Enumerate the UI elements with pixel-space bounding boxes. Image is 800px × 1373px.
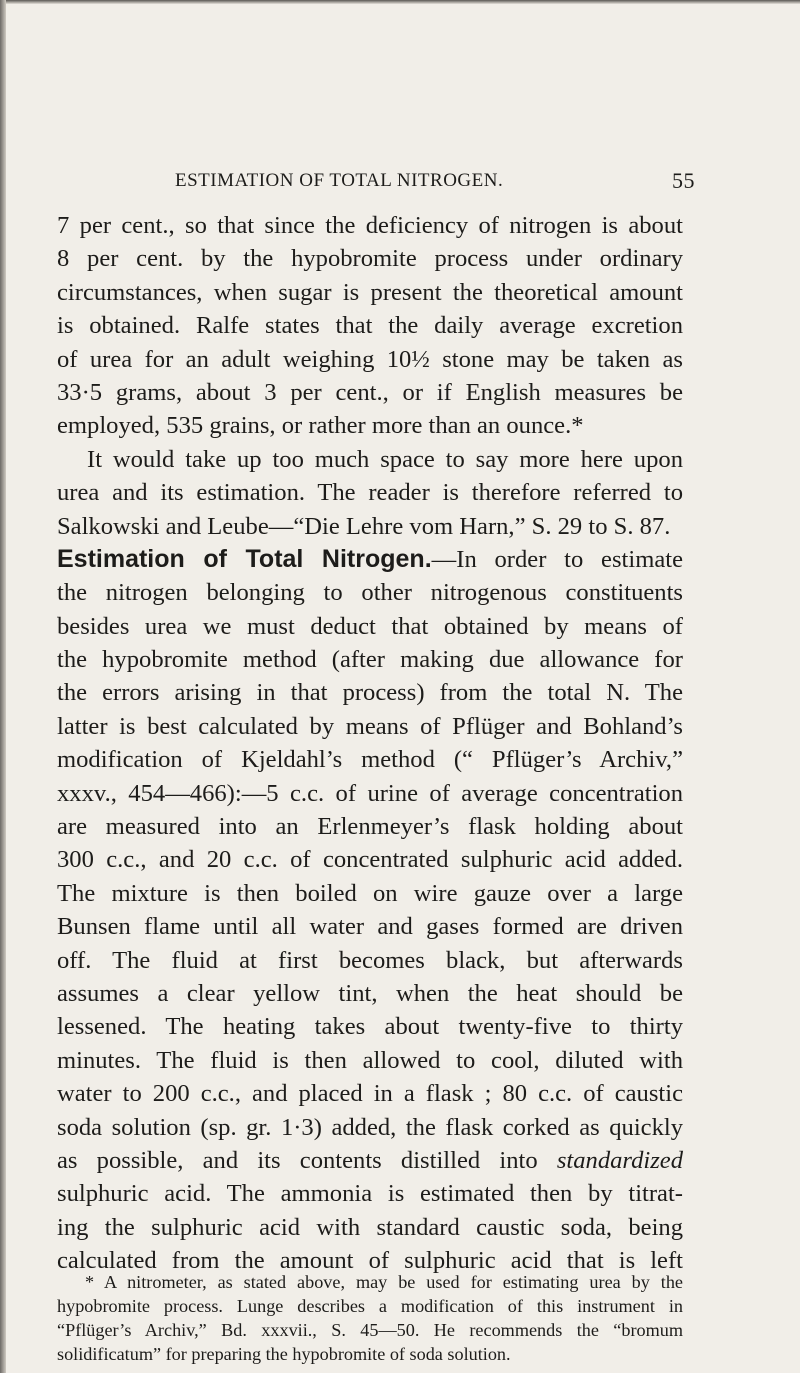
page-number: 55 [672, 168, 695, 193]
footnote [57, 1270, 683, 1366]
heading-line-rest: —In order to estimate [431, 545, 683, 573]
text-line: Salkowski and Leube—“Die Lehre vom Harn,” S. 29 to S. 87. [57, 512, 671, 540]
page-left-edge [0, 0, 6, 1373]
text-line: urea and its estimation. The reader is therefore referred to [57, 479, 683, 507]
text-line: employed, 535 grains, or rather more than an ounce.* [57, 412, 584, 440]
text-line: the errors arising in that process) from the total N. The [57, 679, 683, 707]
text-line: circumstances, when sugar is present the theoretical amount [57, 278, 683, 306]
text-line: off. The fluid at first becomes black, but afterwards [57, 946, 683, 974]
italic-term: standardized [556, 1146, 683, 1174]
text-line: modification of Kjeldahl’s method (“ Pflüger’s Archiv,” [57, 746, 683, 774]
footnote-line: hypobromite process. Lunge describes a modification of this instrument in [57, 1296, 683, 1316]
section-heading: Estimation of Total Nitrogen. [57, 544, 432, 573]
footnote-line: solidificatum” for preparing the hypobromite of soda solution. [57, 1344, 511, 1364]
text-line: 33·5 grams, about 3 per cent., or if English measures be [57, 378, 683, 406]
text-line: 8 per cent. by the hypobromite process under ordinary [57, 245, 683, 273]
text-line: 7 per cent., so that since the deficiency of nitrogen is about [57, 212, 683, 239]
running-title: ESTIMATION OF TOTAL NITROGEN. [175, 170, 504, 191]
running-header [175, 168, 695, 193]
text-line: water to 200 c.c., and placed in a flask ; 80 c.c. of caustic [57, 1080, 683, 1108]
section-heading-line [57, 543, 683, 576]
text-line: ing the sulphuric acid with standard caustic soda, being [57, 1213, 683, 1241]
text-line: minutes. The fluid is then allowed to cool, diluted with [57, 1046, 683, 1074]
text-line: assumes a clear yellow tint, when the heat should be [57, 979, 683, 1007]
text-line: latter is best calculated by means of Pflüger and Bohland’s [57, 712, 683, 740]
text-line: It would take up too much space to say more here upon [87, 445, 683, 473]
text-line: the nitrogen belonging to other nitrogenous constituents [57, 579, 683, 607]
text-line: The mixture is then boiled on wire gauze over a large [57, 879, 683, 907]
text-line: calculated from the amount of sulphuric acid that is left [57, 1247, 683, 1275]
page-top-edge [0, 0, 800, 4]
text-line: soda solution (sp. gr. 1·3) added, the flask corked as quickly [57, 1113, 683, 1141]
text-line: lessened. The heating takes about twenty-five to thirty [57, 1013, 683, 1041]
text-line: are measured into an Erlenmeyer’s flask holding about [57, 813, 683, 841]
text-line: besides urea we must deduct that obtained by means of [57, 612, 683, 640]
text-line: Bunsen flame until all water and gases formed are driven [57, 913, 683, 941]
text-segment: as possible, and its contents distilled into [57, 1146, 557, 1174]
text-line: the hypobromite method (after making due allowance for [57, 646, 683, 674]
body-text [57, 209, 683, 1278]
text-line: of urea for an adult weighing 10½ stone may be taken as [57, 345, 683, 373]
text-line: xxxv., 454—466):—5 c.c. of urine of average concentration [57, 779, 683, 807]
text-line: is obtained. Ralfe states that the daily average excretion [57, 312, 683, 340]
text-line: sulphuric acid. The ammonia is estimated then by titrat- [57, 1180, 683, 1208]
footnote-line: * A nitrometer, as stated above, may be used for estimating urea by the [85, 1272, 683, 1292]
text-line: 300 c.c., and 20 c.c. of concentrated sulphuric acid added. [57, 846, 683, 874]
footnote-line: “Pflüger’s Archiv,” Bd. xxxvii., S. 45—50. He recommends the “bromum [57, 1320, 683, 1340]
text-line [57, 1144, 683, 1177]
